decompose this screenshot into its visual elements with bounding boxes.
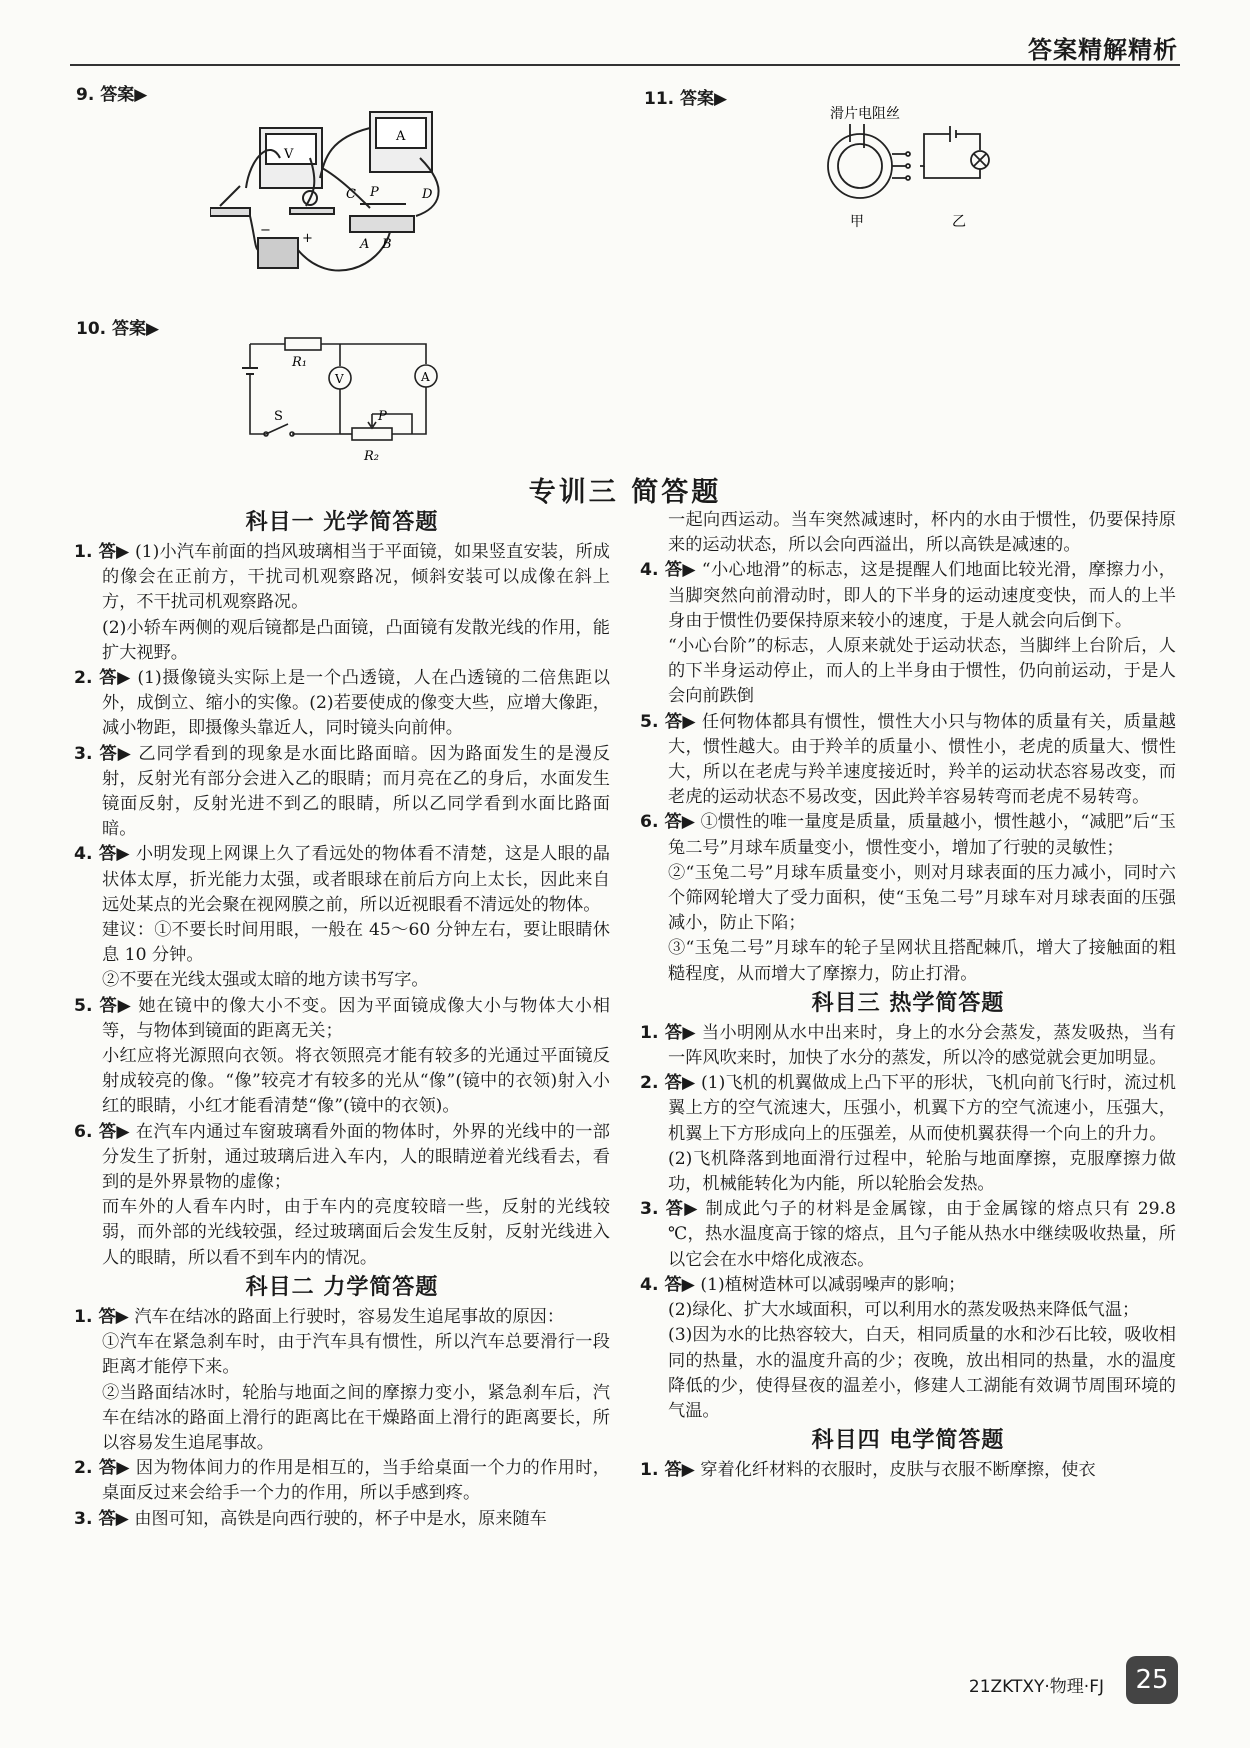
ammeter-letter: A bbox=[421, 370, 430, 384]
optics-q4: 4. 答▶ 小明发现上网课上久了看远处的物体看不清楚，这是人眼的晶状体太厚，折光能力太强，或者眼球在前后方向上太长，因此来自远处某点的光会聚在视网膜之前，所以近视眼看不清远处的物体。 bbox=[74, 844, 610, 915]
heat-q2-part2: (2)飞机降落到地面滑行过程中，轮胎与地面摩擦，克服摩擦力做功，机械能转化为内能，所以轮胎会发热。 bbox=[668, 1148, 1176, 1195]
optics-q6: 6. 答▶ 在汽车内通过车窗玻璃看外面的物体时，外界的光线中的一部分发生了折射，通过玻璃后进入车内，人的眼睛逆着光线看去，看到的是外界景物的虚像； bbox=[74, 1121, 610, 1193]
mechanics-q6-part3: ③“玉兔二号”月球车的轮子呈网状且搭配棘爪，增大了接触面的粗糙程度，从而增大了摩擦力，防止打滑。 bbox=[668, 938, 1176, 984]
mechanics-q1-part3: ②当路面结冰时，轮胎与地面之间的摩擦力变小，紧急刹车后，汽车在结冰的路面上滑行的距离比在干燥路面上滑行的距离要长，所以容易发生追尾事故。 bbox=[102, 1382, 610, 1453]
mechanics-title: 科目二 力学简答题 bbox=[245, 1274, 439, 1300]
heat-q3: 3. 答▶ 制成此勺子的材料是金属镓，由于金属镓的熔点只有 29.8 ℃，热水温度高于镓的熔点，且勺子能从热水中继续吸收热量，所以它会在水中熔化成液态。 bbox=[640, 1199, 1176, 1270]
heat-title: 科目三 热学简答题 bbox=[811, 990, 1005, 1016]
mechanics-q1-part2: ①汽车在紧急刹车时，由于汽车具有惯性，所以汽车总要滑行一段距离才能停下来。 bbox=[102, 1332, 610, 1378]
battery-icon bbox=[258, 238, 298, 268]
mechanics-q6: 6. 答▶ ①惯性的唯一量度是质量，质量越小，惯性越小，“减肥”后“玉兔二号”月球车质量变小，惯性变小，增加了行驶的灵敏性； bbox=[640, 812, 1176, 858]
mechanics-q4: 4. 答▶ “小心地滑”的标志，这是提醒人们地面比较光滑，摩擦力小，当脚突然向前滑动时，即人的下半身的运动速度变快，而人的上半身由于惯性仍要保持原来较小的速度，于是人就会向后倒下。 bbox=[640, 560, 1176, 631]
label-jia: 甲 bbox=[850, 214, 864, 230]
q9-circuit-figure bbox=[210, 98, 500, 298]
q9-answer-label: 9. 答案▶ bbox=[76, 85, 148, 105]
switch-symbol bbox=[266, 424, 288, 434]
switch-icon bbox=[210, 208, 250, 216]
mechanics-q6-part2: ②“玉兔二号”月球车质量变小，则对月球表面的压力减小，同时六个筛网轮增大了受力面积，使“玉兔二号”月球车对月球表面的压强减小，防止下陷； bbox=[668, 862, 1176, 934]
mechanics-q3-continued: 一起向西运动。当车突然减速时，杯内的水由于惯性，仍要保持原来的运动状态，所以会向西溢出，所以高铁是减速的。 bbox=[668, 510, 1176, 556]
mechanics-q4-part2: “小心台阶”的标志，人原来就处于运动状态，当脚绊上台阶后，人的下半身运动停止，而人的上半身由于惯性，仍向前运动，于是人会向前跌倒 bbox=[668, 636, 1176, 707]
electricity-q1: 1. 答▶ 穿着化纤材料的衣服时，皮肤与衣服不断摩擦，使衣 bbox=[640, 1460, 1096, 1481]
page-number: 25 bbox=[1126, 1656, 1178, 1704]
heat-q2: 2. 答▶ (1)飞机的机翼做成上凸下平的形状，飞机向前飞行时，流过机翼上方的空气流速大，压强小，机翼下方的空气流速小，压强大，机翼上下方形成向上的压强差，从而使机翼获得一个向上的升力。 bbox=[640, 1073, 1176, 1144]
heat-q4-part3: (3)因为水的比热容较大，白天，相同质量的水和沙石比较，吸收相同的热量，水的温度升高的少；夜晚，放出相同的热量，水的温度降低的少，使得昼夜的温差小，修建人工湖能有效调节周围环境的气温。 bbox=[668, 1325, 1176, 1421]
q11-caption: 滑片电阻丝 bbox=[830, 106, 900, 122]
voltmeter-letter: V bbox=[335, 372, 344, 386]
electricity-title: 科目四 电学简答题 bbox=[811, 1428, 1005, 1454]
optics-q6-part2: 而车外的人看车内时，由于车内的亮度较暗一些，反射的光线较弱，而外部的光线较强，经过玻璃面后会发生反射，反射光线进入人的眼睛，所以看不到车内的情况。 bbox=[102, 1197, 610, 1268]
terminal-c: C bbox=[346, 187, 356, 202]
terminal-a: A bbox=[360, 237, 370, 252]
battery-plus: + bbox=[302, 231, 313, 246]
battery-symbol-q11 bbox=[950, 126, 956, 142]
mechanics-q2: 2. 答▶ 因为物体间力的作用是相互的，当手给桌面一个力的作用时，桌面反过来会给手一个力的作用，所以手感到疼。 bbox=[74, 1458, 610, 1504]
rheostat-r2 bbox=[352, 428, 392, 440]
optics-title: 科目一 光学简答题 bbox=[245, 510, 439, 535]
right-column bbox=[640, 508, 1176, 1483]
q11-answer-label: 11. 答案▶ bbox=[644, 89, 728, 109]
label-yi: 乙 bbox=[952, 214, 966, 230]
section-title: 专训三 简答题 bbox=[528, 477, 722, 508]
q10-circuit-figure bbox=[240, 334, 440, 464]
optics-q1-part2: (2)小轿车两侧的观后镜都是凸面镜，凸面镜有发散光线的作用，能扩大视野。 bbox=[102, 617, 610, 663]
heat-q4-part2: (2)绿化、扩大水域面积，可以利用水的蒸发吸热来降低气温； bbox=[668, 1300, 1140, 1321]
header-title: 答案精解精析 bbox=[1028, 36, 1178, 64]
r2-label: R₂ bbox=[364, 449, 379, 464]
optics-q4-advice: 建议：①不要长时间用眼，一般在 45～60 分钟左右，要让眼睛休息 10 分钟。 bbox=[102, 920, 610, 966]
q11-circuit-figure bbox=[820, 102, 1010, 232]
battery-symbol bbox=[242, 368, 258, 374]
heat-q1: 1. 答▶ 当小明刚从水中出来时，身上的水分会蒸发，蒸发吸热，当有一阵风吹来时，加快了水分的蒸发，所以冷的感觉就会更加明显。 bbox=[640, 1022, 1176, 1069]
q10-answer-label: 10. 答案▶ bbox=[76, 319, 160, 339]
optics-q5: 5. 答▶ 她在镜中的像大小不变。因为平面镜成像大小与物体大小相等，与物体到镜面的距离无关； bbox=[74, 995, 610, 1041]
terminal-d: D bbox=[422, 187, 433, 202]
mechanics-q5: 5. 答▶ 任何物体都具有惯性，惯性大小只与物体的质量有关，质量越大，惯性越大。由于羚羊的质量小、惯性小，老虎的质量大、惯性大，所以在老虎与羚羊速度接近时，羚羊的运动状态容易改变，而老虎的运动状态不易改变，因此羚羊容易转弯而老虎不易转弯。 bbox=[640, 711, 1176, 808]
optics-q3: 3. 答▶ 乙同学看到的现象是水面比路面暗。因为路面发生的是漫反射，反射光有部分会进入乙的眼睛；而月亮在乙的身后，水面发生镜面反射，反射光进不到乙的眼睛，所以乙同学看到水面比路面暗。 bbox=[74, 743, 610, 840]
left-column bbox=[74, 506, 610, 1532]
voltmeter-label: V bbox=[284, 147, 294, 162]
optics-q2: 2. 答▶ (1)摄像镜头实际上是一个凸透镜，人在凸透镜的二倍焦距以外，成倒立、缩小的实像。(2)若要使成的像变大些，应增大像距，减小物距，即摄像头靠近人，同时镜头向前伸。 bbox=[74, 668, 610, 739]
heat-q4: 4. 答▶ (1)植树造林可以减弱噪声的影响； bbox=[640, 1274, 966, 1295]
slider-p: P bbox=[370, 185, 379, 200]
optics-q1: 1. 答▶ (1)小汽车前面的挡风玻璃相当于平面镜，如果竖直安装，所成的像会在正前方，干扰司机观察路况，倾斜安装可以成像在斜上方，不干扰司机观察路况。 bbox=[74, 542, 610, 613]
rheostat-icon bbox=[350, 216, 414, 232]
resistor-r1 bbox=[285, 338, 321, 350]
optics-q5-part2: 小红应将光源照向衣领。将衣领照亮才能有较多的光通过平面镜反射成较亮的像。“像”较亮才有较多的光从“像”(镜中的衣领)射入小红的眼睛，小红才能看清楚“像”(镜中的衣领)。 bbox=[102, 1046, 610, 1117]
ammeter-label: A bbox=[396, 129, 406, 144]
slider-label: P bbox=[378, 409, 387, 424]
battery-minus: − bbox=[260, 223, 271, 238]
header-rule bbox=[70, 64, 1180, 66]
optics-q4-advice2: ②不要在光线太强或太暗的地方读书写字。 bbox=[102, 970, 429, 991]
terminal-b: B bbox=[382, 237, 392, 252]
mechanics-q3: 3. 答▶ 由图可知，高铁是向西行驶的，杯子中是水，原来随车 bbox=[74, 1508, 547, 1529]
mechanics-q1: 1. 答▶ 汽车在结冰的路面上行驶时，容易发生追尾事故的原因： bbox=[74, 1306, 565, 1327]
switch-label: S bbox=[274, 409, 283, 424]
r1-label: R₁ bbox=[292, 355, 307, 370]
footer-code: 21ZKTXY·物理·FJ bbox=[968, 1677, 1104, 1697]
